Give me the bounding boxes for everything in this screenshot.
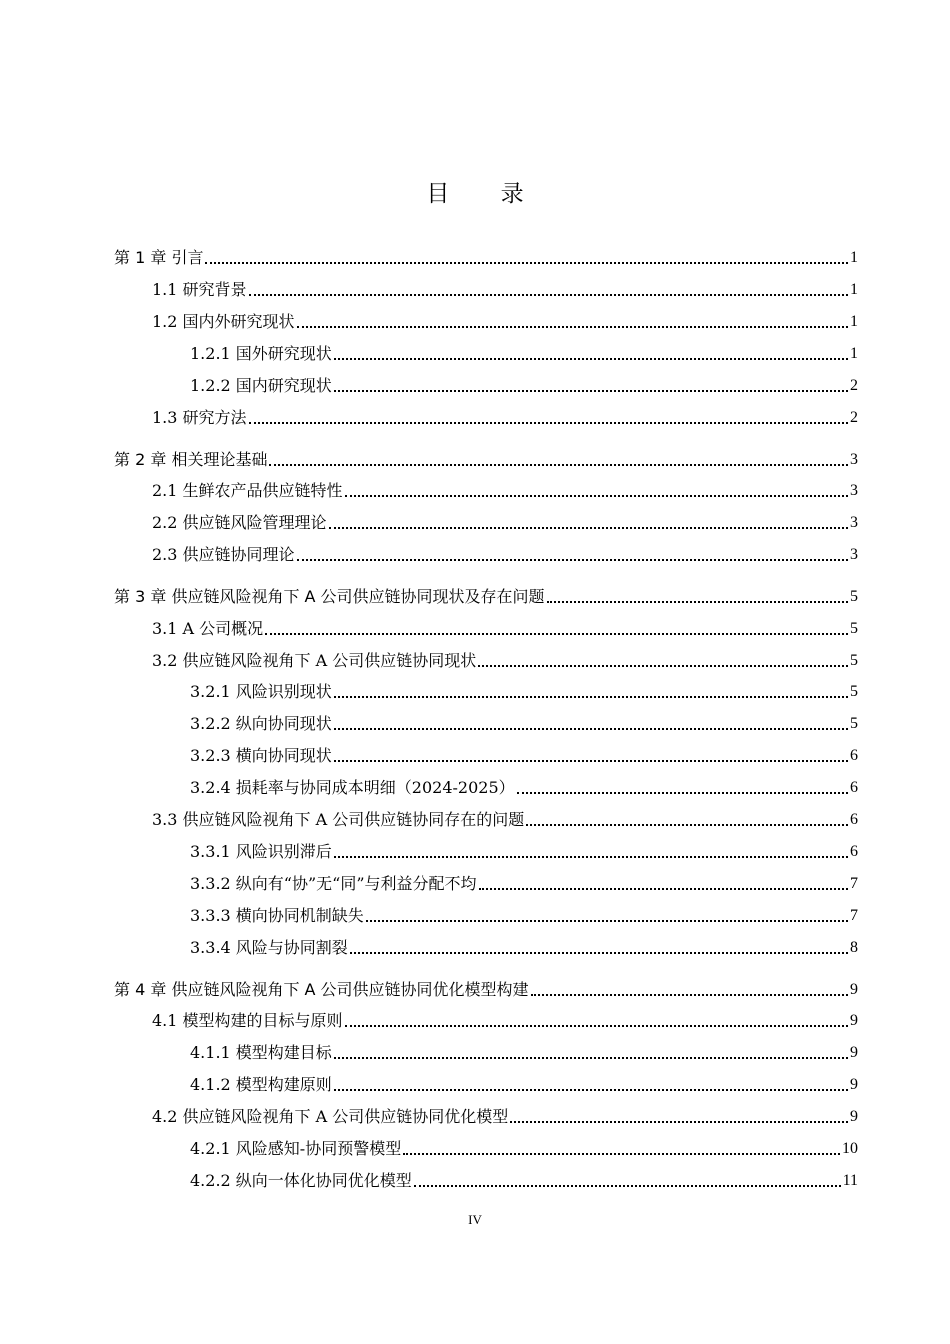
toc-entry-label: 1.2 国内外研究现状 bbox=[152, 312, 295, 331]
toc-entry-page: 1 bbox=[850, 345, 858, 362]
toc-entry[interactable] bbox=[152, 480, 858, 502]
dot-leader bbox=[350, 952, 848, 954]
toc-entry-label: 第 1 章 引言 bbox=[114, 248, 204, 267]
toc-entry-label: 4.1.2 模型构建原则 bbox=[190, 1075, 332, 1094]
toc-entry-page: 2 bbox=[850, 409, 858, 426]
toc-entry-page: 9 bbox=[850, 981, 858, 998]
dot-leader bbox=[345, 1025, 848, 1027]
dot-leader bbox=[345, 495, 848, 497]
dot-leader bbox=[510, 1121, 848, 1123]
dot-leader bbox=[269, 464, 848, 466]
toc-entry-page: 1 bbox=[850, 313, 858, 330]
dot-leader bbox=[334, 728, 848, 730]
toc-entry-label: 3.2.4 损耗率与协同成本明细（2024-2025） bbox=[190, 778, 515, 797]
toc-entry[interactable] bbox=[152, 279, 858, 301]
toc-entry-label: 4.2 供应链风险视角下 A 公司供应链协同优化模型 bbox=[152, 1107, 509, 1126]
dot-leader bbox=[478, 665, 848, 667]
toc-entry-page: 2 bbox=[850, 377, 858, 394]
toc-entry-page: 9 bbox=[850, 1076, 858, 1093]
toc-entry-label: 第 4 章 供应链风险视角下 A 公司供应链协同优化模型构建 bbox=[114, 980, 529, 999]
toc-entry-page: 3 bbox=[850, 546, 858, 563]
toc-entry-page: 11 bbox=[842, 1172, 858, 1189]
toc-entry-label: 3.3.2 纵向有“协”无“同”与利益分配不均 bbox=[190, 874, 477, 893]
dot-leader bbox=[297, 559, 848, 561]
dot-leader bbox=[334, 696, 848, 698]
toc-entry[interactable] bbox=[152, 311, 858, 333]
toc-entry[interactable] bbox=[152, 618, 858, 640]
toc-entry-label: 1.2.1 国外研究现状 bbox=[190, 344, 332, 363]
dot-leader bbox=[329, 527, 848, 529]
toc-entry[interactable] bbox=[190, 745, 858, 767]
dot-leader bbox=[334, 856, 848, 858]
toc-entry-page: 1 bbox=[850, 281, 858, 298]
toc-entry-page: 9 bbox=[850, 1012, 858, 1029]
toc-entry-label: 4.1 模型构建的目标与原则 bbox=[152, 1011, 343, 1030]
toc-entry[interactable] bbox=[190, 777, 858, 799]
dot-leader bbox=[479, 888, 848, 890]
toc-entry-page: 6 bbox=[850, 843, 858, 860]
page-number: IV bbox=[468, 1212, 482, 1227]
toc-entry-page: 1 bbox=[850, 249, 858, 266]
dot-leader bbox=[297, 326, 848, 328]
toc-entry-page: 9 bbox=[850, 1108, 858, 1125]
toc-entry-label: 3.2.2 纵向协同现状 bbox=[190, 714, 332, 733]
toc-entry-page: 6 bbox=[850, 779, 858, 796]
dot-leader bbox=[531, 994, 848, 996]
toc-entry[interactable] bbox=[152, 512, 858, 534]
toc-entry[interactable] bbox=[152, 650, 858, 672]
toc-entry[interactable] bbox=[190, 343, 858, 365]
toc-entry-page: 6 bbox=[850, 811, 858, 828]
toc-entry-label: 2.3 供应链协同理论 bbox=[152, 545, 295, 564]
toc-entry-label: 3.1 A 公司概况 bbox=[152, 619, 264, 638]
toc-entry-label: 第 2 章 相关理论基础 bbox=[114, 450, 268, 469]
toc-entry[interactable] bbox=[190, 1138, 858, 1160]
toc-entry[interactable] bbox=[152, 407, 858, 429]
dot-leader bbox=[334, 1057, 848, 1059]
dot-leader bbox=[403, 1153, 840, 1155]
dot-leader bbox=[265, 633, 848, 635]
toc-entry-page: 9 bbox=[850, 1044, 858, 1061]
toc-entry-page: 3 bbox=[850, 514, 858, 531]
toc-title: 目 录 bbox=[426, 181, 546, 207]
toc-entry[interactable] bbox=[114, 449, 858, 471]
toc-entry[interactable] bbox=[190, 713, 858, 735]
toc-entry[interactable] bbox=[114, 979, 858, 1001]
toc-entry[interactable] bbox=[152, 544, 858, 566]
dot-leader bbox=[526, 824, 848, 826]
toc-entry[interactable] bbox=[190, 873, 858, 895]
toc-entry[interactable] bbox=[190, 905, 858, 927]
toc-entry-page: 5 bbox=[850, 652, 858, 669]
dot-leader bbox=[517, 792, 848, 794]
toc-entry-page: 5 bbox=[850, 715, 858, 732]
toc-entry-label: 3.3 供应链风险视角下 A 公司供应链协同存在的问题 bbox=[152, 810, 525, 829]
dot-leader bbox=[334, 390, 848, 392]
toc-entry-page: 3 bbox=[850, 482, 858, 499]
toc-entry-label: 3.3.4 风险与协同割裂 bbox=[190, 938, 348, 957]
toc-entry-label: 1.2.2 国内研究现状 bbox=[190, 376, 332, 395]
toc-entry-label: 3.2.3 横向协同现状 bbox=[190, 746, 332, 765]
dot-leader bbox=[249, 294, 848, 296]
toc-entry-page: 5 bbox=[850, 620, 858, 637]
dot-leader bbox=[334, 1089, 848, 1091]
toc-entry-page: 3 bbox=[850, 451, 858, 468]
toc-entry-label: 4.2.2 纵向一体化协同优化模型 bbox=[190, 1171, 412, 1190]
toc-entry-page: 7 bbox=[850, 907, 858, 924]
dot-leader bbox=[547, 601, 848, 603]
toc-entry-label: 4.2.1 风险感知-协同预警模型 bbox=[190, 1139, 402, 1158]
toc-entry-page: 5 bbox=[850, 683, 858, 700]
toc-entry-page: 8 bbox=[850, 939, 858, 956]
dot-leader bbox=[414, 1185, 841, 1187]
toc-entry[interactable] bbox=[152, 1106, 858, 1128]
toc-entry[interactable] bbox=[190, 1074, 858, 1096]
toc-entry-label: 2.1 生鲜农产品供应链特性 bbox=[152, 481, 343, 500]
toc-entry[interactable] bbox=[190, 841, 858, 863]
toc-entry[interactable] bbox=[190, 937, 858, 959]
toc-entry-label: 1.1 研究背景 bbox=[152, 280, 247, 299]
toc-entry-label: 4.1.1 模型构建目标 bbox=[190, 1043, 332, 1062]
dot-leader bbox=[334, 760, 848, 762]
dot-leader bbox=[334, 358, 848, 360]
toc-entry[interactable] bbox=[190, 1042, 858, 1064]
toc-entry-page: 10 bbox=[842, 1140, 858, 1157]
toc-entry-label: 3.2.1 风险识别现状 bbox=[190, 682, 332, 701]
toc-entry-label: 3.2 供应链风险视角下 A 公司供应链协同现状 bbox=[152, 651, 477, 670]
toc-entry-page: 6 bbox=[850, 747, 858, 764]
toc-entry-label: 3.3.3 横向协同机制缺失 bbox=[190, 906, 364, 925]
toc-entry-label: 3.3.1 风险识别滞后 bbox=[190, 842, 332, 861]
toc-entry[interactable] bbox=[114, 586, 858, 608]
toc-entry-page: 5 bbox=[850, 588, 858, 605]
toc-entry[interactable] bbox=[190, 375, 858, 397]
toc-entry-label: 1.3 研究方法 bbox=[152, 408, 247, 427]
toc-entry[interactable] bbox=[190, 681, 858, 703]
toc-entry[interactable] bbox=[152, 809, 858, 831]
dot-leader bbox=[205, 262, 848, 264]
dot-leader bbox=[366, 920, 848, 922]
toc-entry-label: 2.2 供应链风险管理理论 bbox=[152, 513, 327, 532]
toc-entry[interactable] bbox=[190, 1170, 858, 1192]
toc-entry-page: 7 bbox=[850, 875, 858, 892]
toc-entry[interactable] bbox=[152, 1010, 858, 1032]
toc-entry-label: 第 3 章 供应链风险视角下 A 公司供应链协同现状及存在问题 bbox=[114, 587, 545, 606]
dot-leader bbox=[249, 422, 848, 424]
toc-entry[interactable] bbox=[114, 247, 858, 269]
